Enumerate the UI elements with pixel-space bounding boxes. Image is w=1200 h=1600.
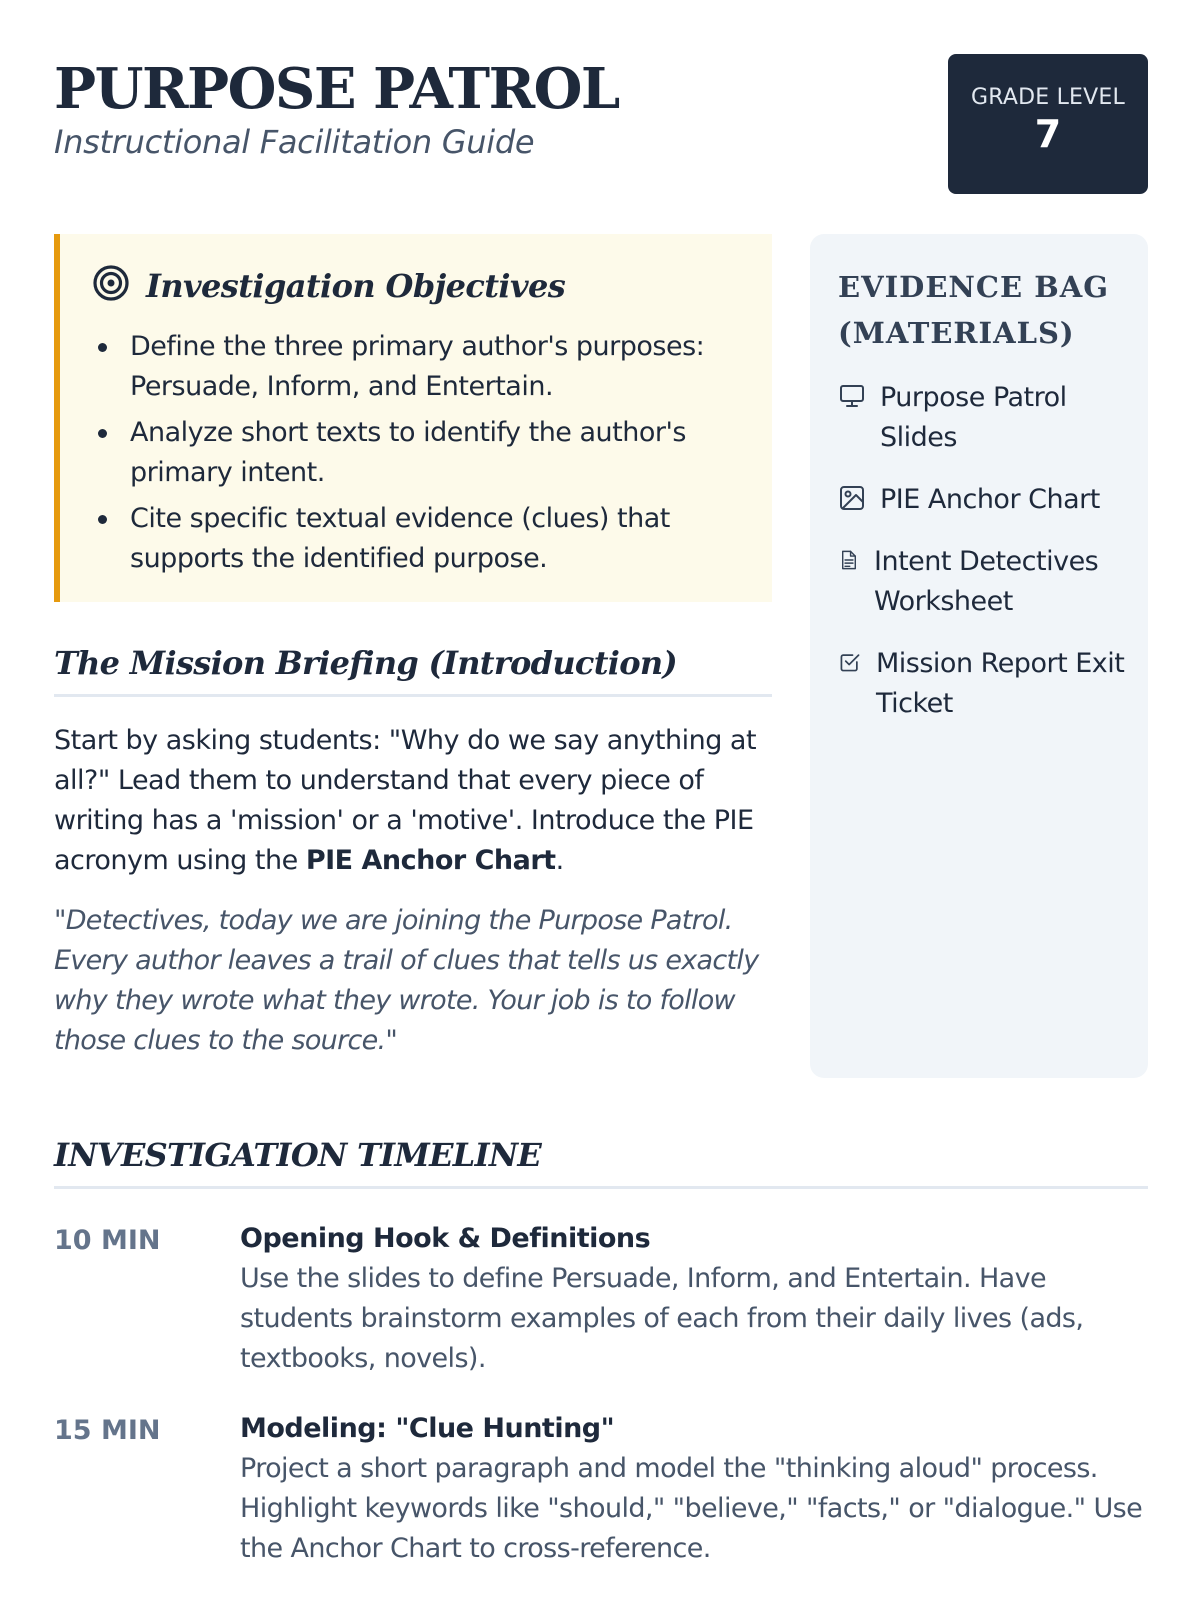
material-item xyxy=(838,542,1126,622)
grade-level-badge xyxy=(948,54,1148,194)
timeline-step-title: Modeling: "Clue Hunting" xyxy=(240,1413,615,1444)
material-item xyxy=(838,644,1126,724)
objectives-header xyxy=(92,264,742,307)
timeline-step-description: Project a short paragraph and model the "thinking aloud" process. Highlight keywords like "should," "believe," "facts," or "dialogue." Use the Anchor Chart to cross-reference. xyxy=(240,1453,1143,1564)
grade-level-label: GRADE LEVEL xyxy=(971,85,1125,110)
timeline-step-description: Use the slides to define Persuade, Inform, and Entertain. Have students brainstorm examples of each from their daily lives (ads, textbooks, novels). xyxy=(240,1263,1084,1374)
timeline-title: INVESTIGATION TIMELINE xyxy=(54,1136,1148,1189)
page-title: PURPOSE PATROL xyxy=(54,56,619,122)
material-label: Intent Detectives Worksheet xyxy=(874,546,1099,617)
mission-briefing-quote: "Detectives, today we are joining the Purpose Patrol. Every author leaves a trail of clues that tells us exactly why they wrote what they wrote. Your job is to follow those clues to the source." xyxy=(54,905,759,1056)
timeline-row xyxy=(54,1219,1148,1379)
objectives-title: Investigation Objectives xyxy=(146,266,566,305)
material-label: Mission Report Exit Ticket xyxy=(876,648,1125,719)
materials-list xyxy=(838,378,1126,724)
checkbox-icon xyxy=(838,644,876,681)
timeline-duration: 15 MIN xyxy=(54,1415,161,1446)
material-item xyxy=(838,378,1126,458)
mission-briefing-title: The Mission Briefing (Introduction) xyxy=(54,644,772,697)
document-icon xyxy=(838,542,874,579)
page-subtitle: Instructional Facilitation Guide xyxy=(54,123,535,161)
timeline-duration: 10 MIN xyxy=(54,1225,161,1256)
objective-item: Define the three primary author's purposes: Persuade, Inform, and Entertain. xyxy=(92,327,742,407)
mission-text-before: Start by asking students: "Why do we say anything at all?" Lead them to understand that every piece of writing has a 'mission' or a 'motive'. Introduce the PIE acronym using the xyxy=(54,725,757,876)
objectives-panel xyxy=(54,234,772,602)
timeline-body xyxy=(240,1409,1148,1569)
monitor-icon xyxy=(838,378,880,415)
evidence-bag-title: EVIDENCE BAG (MATERIALS) xyxy=(838,270,1109,350)
investigation-timeline-section xyxy=(54,1136,1148,1569)
mission-text-after: . xyxy=(555,845,564,876)
evidence-bag-panel xyxy=(810,234,1148,1078)
timeline-step-title: Opening Hook & Definitions xyxy=(240,1223,651,1254)
page-header xyxy=(54,56,619,162)
target-icon xyxy=(92,264,146,307)
material-item xyxy=(838,480,1126,520)
timeline-row xyxy=(54,1409,1148,1569)
mission-briefing-section xyxy=(54,644,772,1061)
mission-briefing-text xyxy=(54,721,772,881)
objective-item: Cite specific textual evidence (clues) that supports the identified purpose. xyxy=(92,499,742,579)
image-icon xyxy=(838,480,880,517)
objectives-list xyxy=(92,327,742,579)
grade-level-value: 7 xyxy=(1034,112,1062,156)
material-label: PIE Anchor Chart xyxy=(880,484,1100,515)
material-label: Purpose Patrol Slides xyxy=(880,382,1067,453)
mission-text-bold: PIE Anchor Chart xyxy=(305,845,556,876)
objective-item: Analyze short texts to identify the author's primary intent. xyxy=(92,413,742,493)
timeline-body xyxy=(240,1219,1148,1379)
